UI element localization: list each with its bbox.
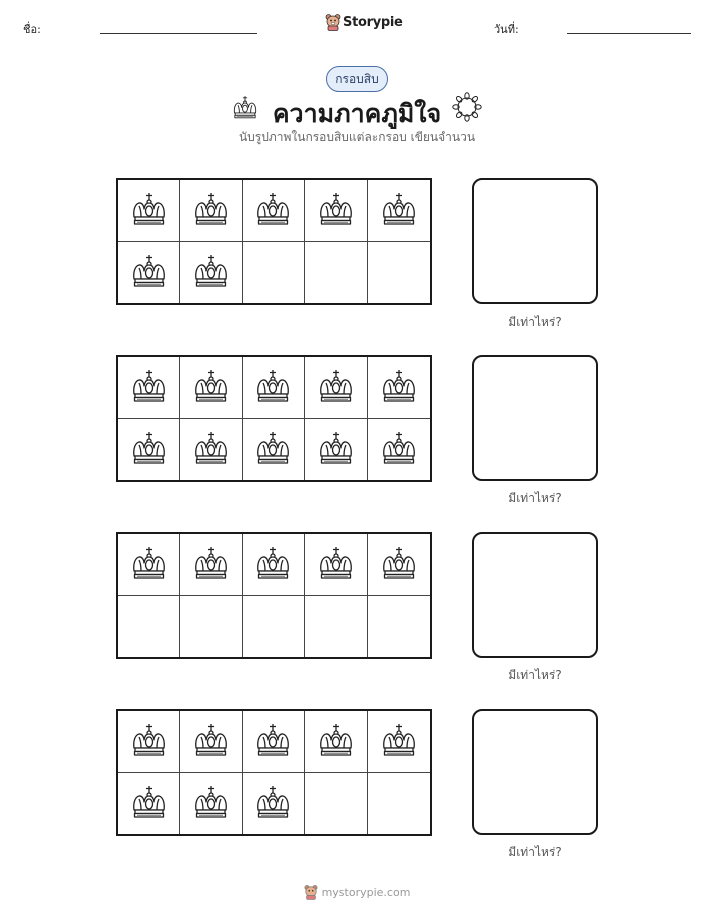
bear-logo-icon [325, 13, 341, 31]
frame-cell [368, 534, 430, 596]
frame-cell [243, 773, 305, 835]
ten-frame-4 [116, 709, 432, 836]
crown-icon [379, 190, 419, 230]
crown-icon [191, 429, 231, 469]
crown-icon [379, 544, 419, 584]
crown-icon [316, 190, 356, 230]
frame-cell [118, 596, 180, 658]
frame-cell [368, 242, 430, 304]
name-line [100, 33, 257, 34]
crown-icon [129, 544, 169, 584]
answer-box-2[interactable] [472, 355, 598, 481]
name-label: ชื่อ: [23, 23, 41, 36]
crown-icon [191, 783, 231, 823]
instructions: นับรูปภาพในกรอบสิบแต่ละกรอบ เขียนจำนวน [238, 130, 476, 144]
frame-cell [305, 180, 367, 242]
frame-cell [243, 711, 305, 773]
frame-cell [305, 711, 367, 773]
frame-cell [118, 357, 180, 419]
frame-cell [368, 419, 430, 481]
crown-icon [379, 721, 419, 761]
frame-cell [368, 773, 430, 835]
crown-icon [379, 429, 419, 469]
frame-cell [118, 419, 180, 481]
crown-icon [316, 544, 356, 584]
frame-cell [180, 596, 242, 658]
frame-cell [118, 534, 180, 596]
footer [0, 884, 714, 900]
page-title: ความภาคภูมิใจ [272, 99, 442, 128]
frame-cell [243, 534, 305, 596]
frame-cell [305, 242, 367, 304]
question-label-4: มีเท่าไหร่? [508, 845, 562, 859]
crown-icon [253, 544, 293, 584]
crown-icon [191, 252, 231, 292]
frame-cell [118, 180, 180, 242]
date-line [567, 33, 691, 34]
frame-cell [180, 242, 242, 304]
frame-cell [118, 242, 180, 304]
frame-cell [180, 773, 242, 835]
frame-cell [305, 534, 367, 596]
frame-cell [368, 596, 430, 658]
ten-frame-2 [116, 355, 432, 482]
frame-cell [180, 180, 242, 242]
crown-icon [253, 367, 293, 407]
frame-cell [180, 534, 242, 596]
frame-cell [368, 180, 430, 242]
crown-icon [253, 783, 293, 823]
frame-cell [243, 180, 305, 242]
frame-cell [180, 357, 242, 419]
answer-box-3[interactable] [472, 532, 598, 658]
answer-box-1[interactable] [472, 178, 598, 304]
crown-icon [253, 190, 293, 230]
question-label-3: มีเท่าไหร่? [508, 668, 562, 682]
brand-name: Storypie [343, 14, 403, 30]
ten-frame-1 [116, 178, 432, 305]
frame-cell [368, 711, 430, 773]
crown-icon [129, 190, 169, 230]
frame-cell [305, 773, 367, 835]
frame-cell [118, 773, 180, 835]
frame-cell [305, 419, 367, 481]
crown-icon [191, 544, 231, 584]
frame-cell [305, 596, 367, 658]
crown-icon [253, 721, 293, 761]
question-label-2: มีเท่าไหร่? [508, 491, 562, 505]
crown-icon [191, 367, 231, 407]
crown-icon [129, 252, 169, 292]
ten-frame-3 [116, 532, 432, 659]
crown-icon [379, 367, 419, 407]
crown-icon [316, 429, 356, 469]
frame-cell [305, 357, 367, 419]
crown-icon [129, 367, 169, 407]
frame-cell [180, 711, 242, 773]
frame-cell [180, 419, 242, 481]
laurel-wreath-icon [452, 92, 482, 122]
frame-cell [243, 596, 305, 658]
crown-icon [316, 721, 356, 761]
brand-logo [325, 13, 403, 31]
crown-icon [129, 429, 169, 469]
frame-cell [368, 357, 430, 419]
crown-icon [316, 367, 356, 407]
date-label: วันที่: [494, 23, 519, 36]
question-label-1: มีเท่าไหร่? [508, 315, 562, 329]
title-row [0, 92, 714, 128]
crown-icon [129, 783, 169, 823]
frame-cell [243, 419, 305, 481]
bear-logo-icon [304, 884, 318, 900]
crown-icon [191, 190, 231, 230]
crown-icon [129, 721, 169, 761]
answer-box-4[interactable] [472, 709, 598, 835]
frame-cell [118, 711, 180, 773]
frame-cell [243, 357, 305, 419]
topic-badge: กรอบสิบ [326, 66, 388, 92]
crown-icon [253, 429, 293, 469]
footer-url: mystorypie.com [321, 885, 411, 899]
frame-cell [243, 242, 305, 304]
crown-icon [191, 721, 231, 761]
